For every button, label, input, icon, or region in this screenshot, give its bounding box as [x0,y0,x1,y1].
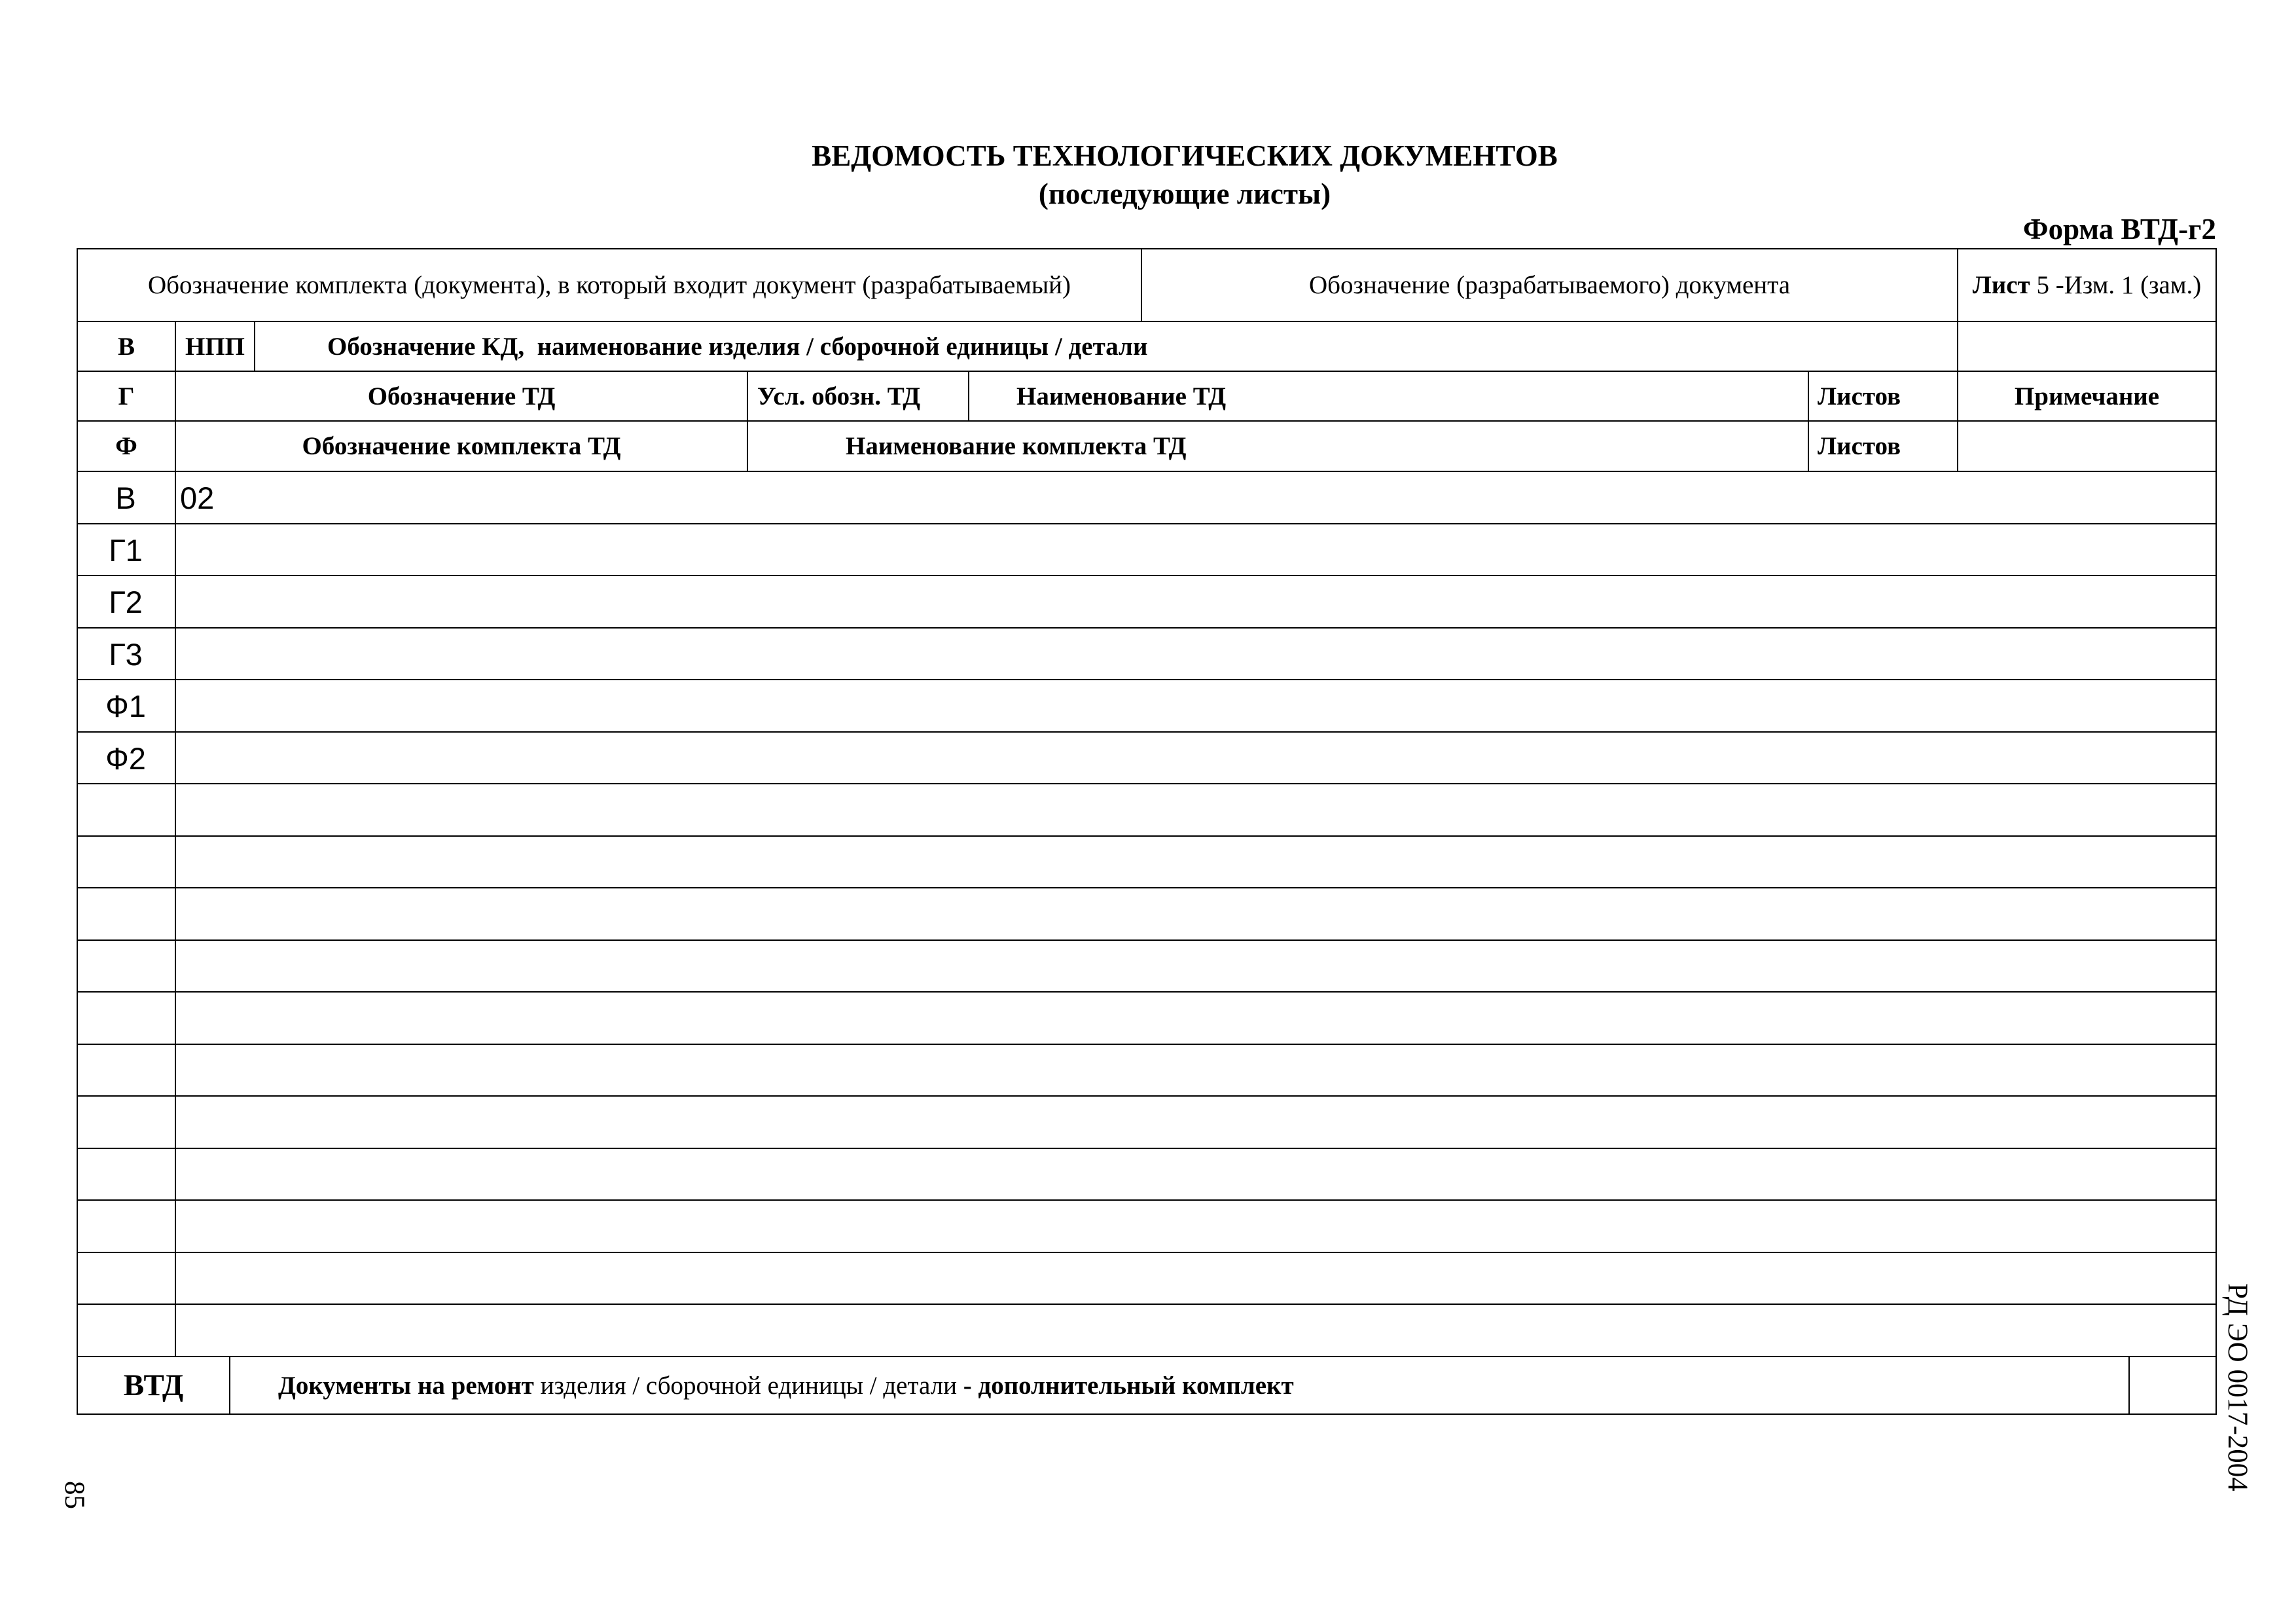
divider [968,371,969,420]
row-divider [77,1095,2217,1097]
footer-text-normal: изделия / сборочной единицы / детали [533,1371,963,1400]
row-code: Г3 [109,636,143,672]
row-code: В [115,480,136,515]
form-label: Форма ВТД-г2 [2022,213,2216,246]
divider [2128,1356,2130,1415]
row-code: Г1 [109,532,143,568]
row-code [77,1149,175,1200]
td-sheets-label: Листов [1818,382,1901,410]
footer-text-bold: Документы на ремонт [278,1371,534,1400]
divider [1808,371,1809,471]
kit-td-designation-label: Обозначение комплекта ТД [302,432,621,460]
row-f-code: Ф [115,432,137,460]
page-number: 85 [59,1481,90,1509]
row-code [77,993,175,1044]
note-label: Примечание [2014,382,2160,410]
sheet-label: Лист [1972,271,2030,299]
row-code [77,888,175,939]
row-code: Г2 [109,584,143,619]
td-designation-label: Обозначение ТД [367,382,556,410]
doc-designation-label: Обозначение (разрабатываемого) документа [1308,271,1791,299]
row-code [77,1045,175,1096]
row-divider [77,1044,2217,1045]
row-divider [77,523,2217,524]
row-code [77,1201,175,1252]
divider [175,321,176,1356]
footer-text-bold-end: - дополнительный комплект [963,1371,1294,1400]
sheet-header [1958,249,2215,321]
row-code [77,1253,175,1304]
row-divider [77,1304,2217,1305]
row-divider [77,991,2217,993]
row-code [77,1097,175,1148]
row-code [77,837,175,888]
footer-text [278,1357,1294,1413]
footer-code: ВТД [123,1368,184,1402]
row-divider [77,835,2217,837]
row-divider [77,783,2217,784]
row-divider [77,627,2217,629]
divider [254,321,255,371]
td-name-label: Наименование ТД [1016,382,1227,410]
row-content: 02 [180,480,215,515]
row-code [77,784,175,835]
row-v-code: В [117,332,135,361]
kit-sheets-label: Листов [1818,432,1901,460]
page-subtitle: (последующие листы) [1038,177,1331,210]
row-divider [77,575,2217,576]
row-code: Ф2 [105,740,146,776]
document-code: РД ЭО 0017-2004 [2222,1283,2253,1491]
row-divider [77,1252,2217,1253]
short-designation-label: Усл. обозн. ТД [757,382,921,410]
divider [747,371,748,471]
divider [229,1356,230,1415]
row-divider [77,887,2217,888]
row-divider [77,1199,2217,1201]
row-divider [77,471,2217,472]
row-code [77,941,175,992]
row-divider [77,1148,2217,1149]
kit-td-name-label: Наименование комплекта ТД [846,432,1187,460]
kit-designation-header [78,249,1141,321]
row-divider [77,731,2217,733]
kd-designation-label: Обозначение КД, наименование изделия / сборочной единицы / детали [327,332,1148,361]
kit-designation-label: Обозначение комплекта (документа), в который входит документ (разрабатываемый) [147,271,1071,299]
row-code: Ф1 [105,688,146,723]
row-divider [77,679,2217,680]
row-divider [77,939,2217,941]
sheet-value: 5 -Изм. 1 (зам.) [2030,271,2202,299]
row-code [77,1305,175,1356]
npp-label: НПП [185,332,245,361]
page-title: ВЕДОМОСТЬ ТЕХНОЛОГИЧЕСКИХ ДОКУМЕНТОВ [812,139,1558,172]
doc-designation-header [1142,249,1957,321]
row-g-code: Г [118,382,135,410]
